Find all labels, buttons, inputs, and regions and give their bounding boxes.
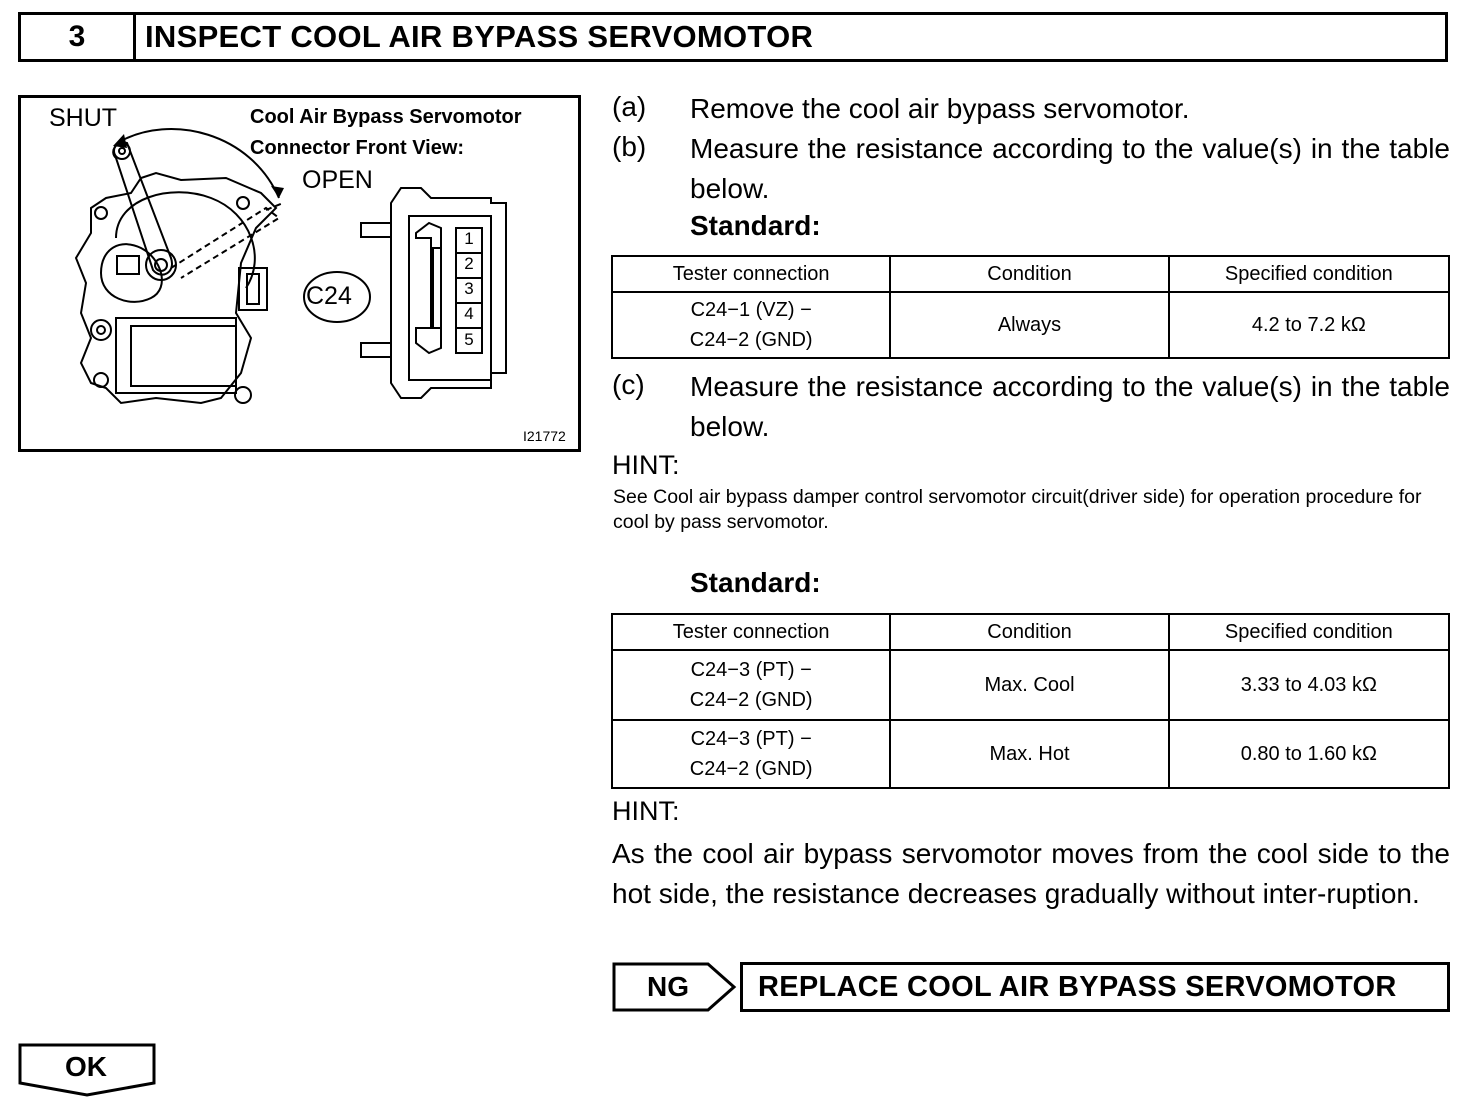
spec-table-1 [611,255,1450,359]
tester-connection-line1: C24−3 (PT) − [690,728,812,750]
ok-indicator [18,1043,156,1097]
header-specified-condition: Specified condition [1169,614,1449,650]
hint-2-label: HINT: [612,796,680,826]
table-header-row [612,614,1449,650]
standard-label-1: Standard: [690,210,821,241]
condition-cell: Max. Cool [890,650,1168,720]
tester-connection-line1: C24−1 (VZ) − [690,299,812,321]
open-label: OPEN [302,166,373,194]
header-condition: Condition [890,614,1168,650]
table-header-row [612,256,1449,292]
table-row [612,292,1449,358]
connector-caption-line1: Cool Air Bypass Servomotor [250,106,522,128]
spec-table-2 [611,613,1450,789]
header-tester-connection: Tester connection [612,614,890,650]
tester-connection-cell [612,650,890,720]
tester-connection-cell [612,292,890,358]
hint-2-text: As the cool air bypass servomotor moves from the cool side to the hot side, the resistance decreases gradually without inter-ruption. [612,838,1450,909]
tester-connection-cell [612,720,890,788]
connector-caption-line2: Connector Front View: [250,137,465,159]
pin-3-label: 3 [464,279,474,298]
header-tester-connection: Tester connection [612,256,890,292]
condition-cell: Always [890,292,1168,358]
header-specified-condition: Specified condition [1169,256,1449,292]
shut-label: SHUT [49,104,118,132]
specified-condition-cell: 3.33 to 4.03 kΩ [1169,650,1449,720]
table-row [612,720,1449,788]
hint-1-label: HINT: [612,450,680,480]
standard-label-2: Standard: [690,567,821,598]
ng-label: NG [647,971,689,1002]
tester-connection-line1: C24−3 (PT) − [690,659,812,681]
ok-label: OK [65,1051,107,1082]
tester-connection-line2: C24−2 (GND) [689,758,813,780]
tester-connection-line2: C24−2 (GND) [689,329,813,351]
pin-5-label: 5 [464,330,474,349]
step-a-letter: (a) [612,91,647,122]
step-c-text: Measure the resistance according to the value(s) in the table below. [690,371,1450,442]
ng-indicator [612,962,738,1012]
specified-condition-cell: 4.2 to 7.2 kΩ [1169,292,1449,358]
pin-2-label: 2 [464,254,474,273]
specified-condition-cell: 0.80 to 1.60 kΩ [1169,720,1449,788]
header-condition: Condition [890,256,1168,292]
step-c-letter: (c) [612,369,645,400]
connector-id-label: C24 [306,282,352,310]
step-number: 3 [21,15,136,59]
tester-connection-line2: C24−2 (GND) [689,689,813,711]
hint-1-text: See Cool air bypass damper control servomotor circuit(driver side) for operation procedure for cool by pass servomotor. [613,486,1422,533]
table-row [612,650,1449,720]
servomotor-figure [18,95,581,452]
pin-1-label: 1 [464,229,474,248]
pin-4-label: 4 [464,304,474,323]
step-b-text: Measure the resistance according to the value(s) in the table below. [690,133,1450,204]
ng-action: REPLACE COOL AIR BYPASS SERVOMOTOR [740,962,1450,1012]
image-code: I21772 [523,428,566,444]
step-b-letter: (b) [612,131,647,162]
step-header [18,12,1448,62]
step-title: INSPECT COOL AIR BYPASS SERVOMOTOR [145,19,814,54]
condition-cell: Max. Hot [890,720,1168,788]
step-a-text: Remove the cool air bypass servomotor. [690,93,1190,124]
